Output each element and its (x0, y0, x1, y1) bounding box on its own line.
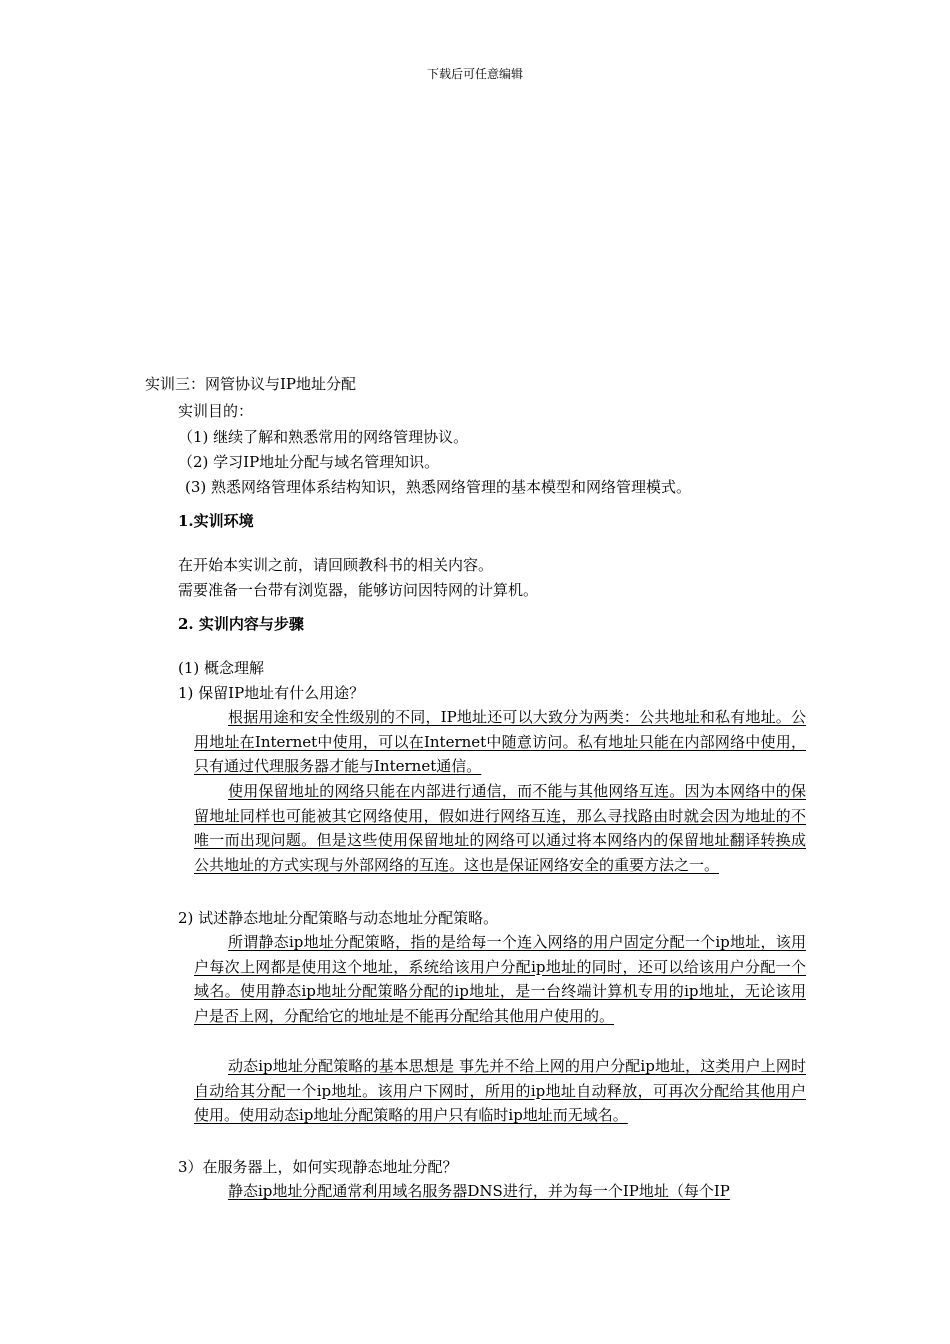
purpose-item-2: （2) 学习IP地址分配与域名管理知识。 (178, 453, 440, 471)
question-1: 1) 保留IP地址有什么用途？ (178, 684, 365, 702)
question-3: 3）在服务器上，如何实现静态地址分配？ (178, 1158, 458, 1176)
answer-2b: 动态ip地址分配策略的基本思想是 事先并不给上网的用户分配ip地址，这类用户上网时自动给其分配一个ip地址。该用户下网时，所用的ip地址自动释放，可再次分配给其他用户使用。使用动态ip地址分配策略的用户只有临时ip地址而无域名。 (194, 1057, 806, 1125)
section2-heading: 2. 实训内容与步骤 (178, 615, 304, 633)
answer-2a: 所谓静态ip地址分配策略，指的是给每一个连入网络的用户固定分配一个ip地址，该用户每次上网都是使用这个地址，系统给该用户分配ip地址的同时，还可以给该用户分配一个域名。使用静态ip地址分配策略分配的ip地址，是一台终端计算机专用的ip地址，无论该用户是否上网，分配给它的地址是不能再分配给其他用户使用的。 (194, 933, 806, 1025)
page-header: 下载后可任意编辑 (426, 67, 523, 81)
answer-1b: 使用保留地址的网络只能在内部进行通信，而不能与其他网络互连。因为本网络中的保留地址同样也可能被其它网络使用，假如进行网络互连，那么寻找路由时就会因为地址的不唯一而出现问题。但是这些使用保留地址的网络可以通过将本网络内的保留地址翻译转换成公共地址的方式实现与外部网络的互连。这也是保证网络安全的重要方法之一。 (194, 782, 806, 874)
section2-subheading: (1) 概念理解 (178, 659, 265, 677)
section1-line-1: 在开始本实训之前，请回顾教科书的相关内容。 (178, 556, 494, 574)
section1-line-2: 需要准备一台带有浏览器，能够访问因特网的计算机。 (178, 581, 539, 599)
purpose-item-1: （1) 继续了解和熟悉常用的网络管理协议。 (178, 428, 469, 446)
question-2: 2) 试述静态地址分配策略与动态地址分配策略。 (178, 909, 499, 927)
section1-heading: 1.实训环境 (178, 512, 254, 530)
purpose-item-3: (3) 熟悉网络管理体系结构知识，熟悉网络管理的基本模型和网络管理模式。 (185, 478, 692, 496)
doc-title: 实训三：网管协议与IP地址分配 (145, 375, 357, 393)
answer-1a: 根据用途和安全性级别的不同，IP地址还可以大致分为两类：公共地址和私有地址。公用地址在Internet中使用，可以在Internet中随意访问。私有地址只能在内部网络中使用，只有通过代理服务器才能与Internet通信。 (194, 708, 806, 776)
purpose-heading: 实训目的： (178, 402, 254, 420)
answer-3: 静态ip地址分配通常利用域名服务器DNS进行，并为每一个IP地址（每个IP (228, 1182, 730, 1200)
